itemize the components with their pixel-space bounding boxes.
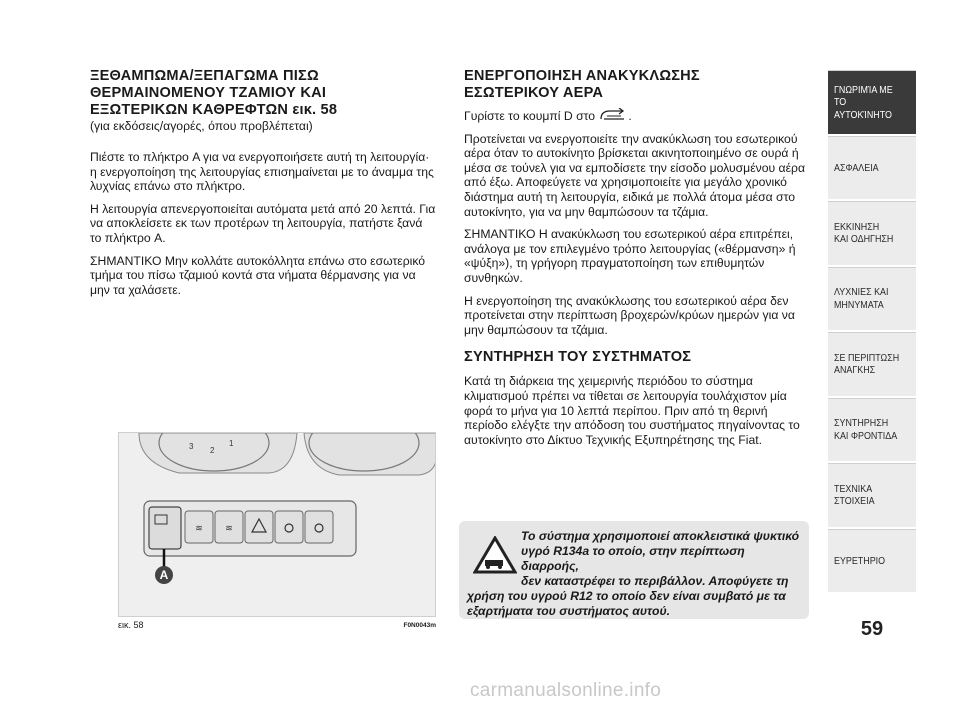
- paragraph: Πιέστε το πλήκτρο A για να ενεργοποιήσετε αυτή τη λειτουργία· η ενεργοποίηση της λειτουργίας επισημαίνεται με το άναμμα της λυχνίας επάνω στο πλήκτρο.: [90, 150, 434, 194]
- title-line: ΘΕΡΜΑΙΝΟΜΕΝΟΥ ΤΖΑΜΙΟΥ ΚΑΙ: [90, 85, 327, 101]
- figure-code: F0N0043m: [403, 622, 436, 629]
- control-panel-illustration: [119, 433, 436, 617]
- page-number: 59: [860, 618, 884, 640]
- tab-label: ΓΝΩΡΙΜΊΑ ΜΕ ΤΟ ΑΥΤΟΚΊΝΗΤΟ: [834, 83, 893, 121]
- tab-label: ΣΥΝΤΗΡΗΣΗ ΚΑΙ ΦΡΟΝΤΙΔΑ: [834, 417, 898, 442]
- title-line: ΕΞΩΤΕΡΙΚΩΝ ΚΑΘΡΕΦΤΩΝ εικ. 58: [90, 102, 338, 118]
- tab-label: ΑΣΦΑΛΕΙΑ: [834, 161, 879, 174]
- section-title-defrost: [90, 68, 436, 119]
- watermark-text: carmanualsonline.info: [470, 680, 662, 701]
- figure-58: [118, 432, 436, 617]
- tab-label: ΤΕΧΝΙΚΑ ΣΤΟΙΧΕΙΑ: [834, 482, 875, 508]
- svg-text:≋: ≋: [225, 524, 233, 534]
- warning-box: [459, 521, 809, 619]
- tab-technical-data[interactable]: [828, 463, 916, 527]
- recirculation-icon: [598, 108, 628, 122]
- section-title-maintenance: ΣΥΝΤΗΡΗΣΗ ΤΟΥ ΣΥΣΤΗΜΑΤΟΣ: [464, 349, 692, 366]
- section-title-recirculation: [464, 68, 808, 102]
- figure-label: εικ. 58: [118, 620, 144, 630]
- warning-line: Το σύστημα χρησιμοποιεί αποκλειστικά ψυκτικό: [521, 529, 800, 543]
- tab-index[interactable]: [828, 529, 916, 593]
- warning-line: χρήση του υγρού R12 το οποίο δεν είναι συμβατό με τα: [467, 589, 786, 603]
- tab-maintenance[interactable]: [828, 398, 916, 462]
- warning-line: δεν καταστρέφει το περιβάλλον. Αποφύγετε τη: [521, 574, 789, 588]
- callout-label: A: [159, 568, 169, 582]
- tab-label: ΣΕ ΠΕΡΙΠΤΩΣΗ ΑΝΑΓΚΗΣ: [834, 351, 900, 377]
- left-column: [90, 68, 436, 297]
- tab-getting-to-know[interactable]: [828, 70, 916, 134]
- important-note: ΣΗΜΑΝΤΙΚΟ Μην κολλάτε αυτοκόλλητα επάνω στο εσωτερικό τμήμα του πίσω τζαμιού κοντά στα νήματα θέρμανσης για να μην τα χαλάσετε.: [90, 253, 426, 297]
- tab-label: ΕΚΚΙΝΗΣΗ ΚΑΙ ΟΔΗΓΗΣΗ: [834, 220, 894, 246]
- chapter-tabs: [828, 70, 916, 594]
- title-line: ΞΕΘΑΜΠΩΜΑ/ΞΕΠΑΓΩΜΑ ΠΙΣΩ: [90, 68, 319, 84]
- warning-line: εξαρτήματα του συστήματος αυτού.: [467, 604, 671, 618]
- svg-text:≋: ≋: [195, 524, 203, 534]
- paragraph: Κατά τη διάρκεια της χειμερινής περιόδου το σύστημα κλιματισμού πρέπει να τίθεται σε λειτουργία τουλάχιστον μία φορά το μήνα για 10 λεπτά περίπου. Πριν από τη θερινή περίοδο ελέγξτε την απόδοση του συστήματος πηγαίνοντας το αυτοκίνητο στο Δίκτυο Τεχνικής Εξυπηρέτησης της Fiat.: [464, 374, 800, 447]
- section-subtitle: (για εκδόσεις/αγορές, όπου προβλέπεται): [90, 119, 313, 133]
- title-line: ΕΣΩΤΕΡΙΚΟΥ ΑΕΡΑ: [464, 85, 604, 101]
- paragraph: Προτείνεται να ενεργοποιείτε την ανακύκλωση του εσωτερικού αέρα όταν το αυτοκίνητο βρίσκεται ακινητοποιημένο σε ουρά ή μέσα σε τούνελ για να εμποδίσετε την είσοδο μολυσμένου αέρα από έξω. Αποφεύγετε να χρησιμοποιείτε για μεγάλο χρονικό διάστημα αυτή τη λειτουργία, ειδικά με πολλά άτομα μέσα στο αυτοκίνητο, για να μην θαμπώσουν τα τζάμια.: [464, 131, 806, 219]
- important-note: ΣΗΜΑΝΤΙΚΟ Η ανακύκλωση του εσωτερικού αέρα επιτρέπει, ανάλογα με τον επιλεγμένο τρόπο λειτουργίας («θέρμανση» ή «ψύξη»), τη γρήγορη πραγματοποίηση των επιθυμητών συνθηκών.: [464, 227, 796, 285]
- dial-number: 2: [210, 446, 215, 455]
- tab-emergency[interactable]: [828, 332, 916, 396]
- paragraph-text: Γυρίστε το κουμπί D στο: [464, 109, 596, 123]
- middle-column: [464, 68, 808, 447]
- title-line: ΕΝΕΡΓΟΠΟΙΗΣΗ ΑΝΑΚΥΚΛΩΣΗΣ: [464, 68, 700, 84]
- tab-starting-driving[interactable]: [828, 201, 916, 265]
- tab-label: ΛΥΧΝΙΕΣ ΚΑΙ ΜΗΝΥΜΑΤΑ: [834, 286, 889, 311]
- paragraph: Η ενεργοποίηση της ανακύκλωσης του εσωτερικού αέρα δεν προτείνεται στην περίπτωση βροχερών/κρύων ημερών για να μην θαμπώσουν τα τζάμια.: [464, 293, 795, 337]
- tab-label: ΕΥΡΕΤΗΡΙΟ: [834, 554, 886, 567]
- dial-number: 3: [189, 442, 194, 451]
- paragraph: Γυρίστε το κουμπί D στο .: [464, 109, 632, 123]
- warning-text: [467, 529, 801, 619]
- warning-line: υγρό R134a το οποίο, στην περίπτωση διαρροής,: [521, 544, 745, 573]
- paragraph: Η λειτουργία απενεργοποιείται αυτόματα μετά από 20 λεπτά. Για να αποκλείσετε εκ των προτέρων τη λειτουργία, πατήστε ξανά το πλήκτρο A.: [90, 201, 436, 245]
- tab-safety[interactable]: [828, 136, 916, 200]
- tab-warning-lights[interactable]: [828, 267, 916, 331]
- dial-number: 1: [229, 439, 234, 448]
